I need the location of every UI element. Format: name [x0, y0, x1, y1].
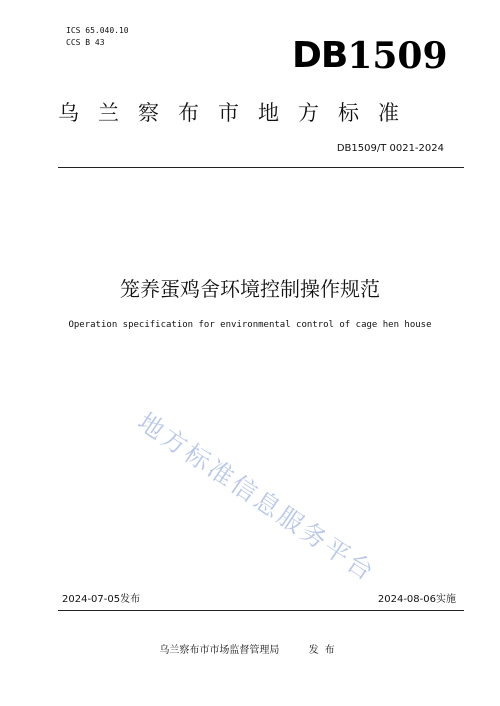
- implementation-date: 2024-08-06实施: [377, 594, 456, 605]
- issuer-verb: 发布: [308, 645, 341, 656]
- watermark: [118, 400, 418, 610]
- db-logo-letters: DB: [292, 35, 348, 76]
- db-logo: [292, 34, 448, 77]
- header-divider: [58, 167, 464, 168]
- watermark-text: 地方标准信息服务平台: [132, 406, 382, 588]
- db-logo-number: 1509: [347, 35, 448, 77]
- issuing-authority-heading: 乌兰察布市地方标准: [58, 101, 418, 125]
- issue-date: 2024-07-05发布: [62, 594, 141, 605]
- issuer-line: [0, 645, 500, 657]
- ics-code: ICS 65.040.10: [66, 26, 129, 35]
- footer-divider: [58, 610, 464, 611]
- issuer-name: 乌兰察布市市场监督管理局: [159, 645, 280, 656]
- document-title-zh: 笼养蛋鸡舍环境控制操作规范: [120, 277, 380, 301]
- document-title-en: Operation specification for environmental control of cage hen house: [68, 320, 432, 330]
- ccs-code: CCS B 43: [66, 38, 105, 47]
- standard-code: DB1509/T 0021-2024: [336, 143, 444, 154]
